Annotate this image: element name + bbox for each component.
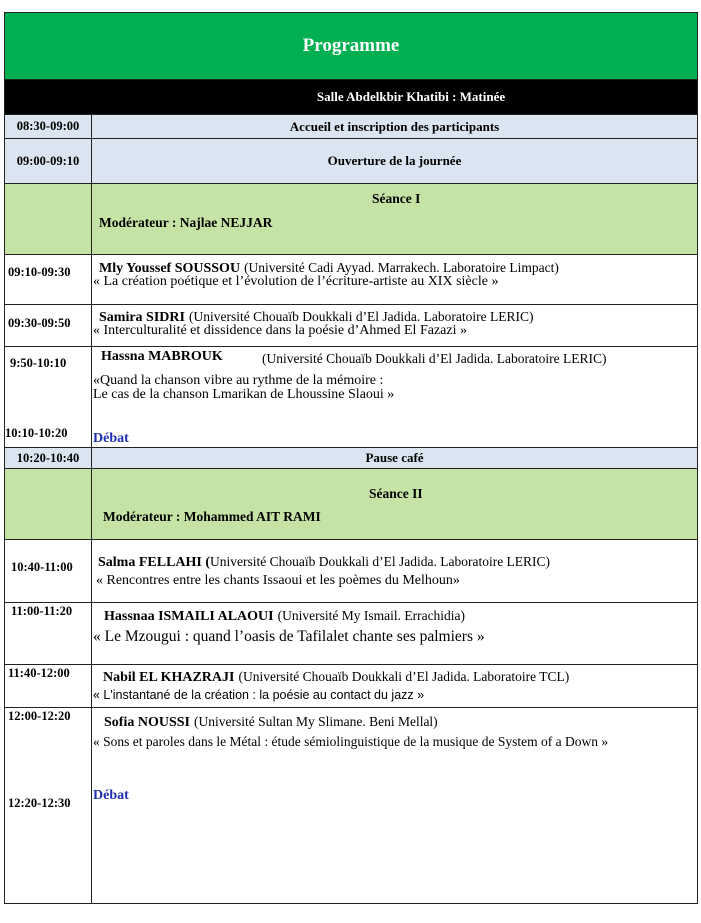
time-cell [5, 540, 91, 602]
talk-cell [91, 305, 697, 346]
talk-cell [91, 708, 697, 904]
row-ouverture [5, 138, 697, 183]
accueil-label: Accueil et inscription des participants [91, 115, 697, 138]
speaker-affiliation: (Université Chouaïb Doukkali d’El Jadida. Laboratoire LERIC) [188, 309, 534, 324]
speaker-affiliation: Université Chouaïb Doukkali d’El Jadida. Laboratoire LERIC) [210, 554, 551, 569]
talk-title: « Sons et paroles dans le Métal : étude sémiolinguistique de la musique de System of a Down » [93, 734, 609, 749]
speaker-affiliation: (Université Chouaïb Doukkali d’El Jadida. Laboratoire TCL) [238, 669, 570, 684]
time-cell [5, 255, 91, 304]
talk-title: « L'instantané de la création : la poésie au contact du jazz » [93, 688, 425, 702]
time-cell: 10:20-10:40 [16, 450, 80, 465]
time-cell-empty [5, 184, 91, 254]
speaker-name: Samira SIDRI [99, 310, 185, 325]
talk-cell [91, 255, 697, 304]
talk-time: 09:30-09:50 [8, 316, 71, 330]
talk-title: « Rencontres entre les chants Issaoui et les poèmes du Melhoun» [96, 573, 460, 588]
talk-time: 09:10-09:30 [8, 265, 71, 279]
debat-label: Débat [93, 431, 129, 446]
talk-row [5, 602, 697, 664]
salle-header: Salle Abdelkbir Khatibi : Matinée [5, 79, 697, 114]
time-cell [5, 603, 91, 664]
talk-time: 12:00-12:20 [8, 709, 71, 723]
speaker-name: Salma FELLAHI ( [98, 555, 211, 570]
speaker-affiliation: (Université My Ismail. Errachidia) [277, 608, 466, 623]
talk-header [103, 668, 569, 686]
talk-cell [91, 347, 697, 447]
speaker-affiliation: (Université Sultan My Slimane. Beni Mellal) [193, 714, 438, 729]
talk-title: « Le Mzougui : quand l’oasis de Tafilalet chante ses palmiers » [93, 628, 485, 645]
row-pause [5, 447, 697, 468]
talk-time: 9:50-10:10 [10, 356, 67, 370]
talk-title: « Interculturalité et dissidence dans la poésie d’Ahmed El Fazazi » [93, 323, 467, 338]
speaker-name: Nabil EL KHAZRAJI [103, 670, 235, 685]
speaker-affiliation: (Université Cadi Ayyad. Marrakech. Laboratoire Limpact) [244, 260, 559, 275]
time-cell-empty [5, 469, 91, 539]
seance-1-header-cell [91, 184, 697, 254]
programme-table [4, 12, 698, 904]
talk-row [5, 707, 697, 904]
ouverture-label: Ouverture de la journée [91, 139, 697, 183]
seance-2-header-cell [91, 469, 697, 539]
seance-2-header [5, 468, 697, 539]
seance-2-moderateur: Modérateur : Mohammed AIT RAMI [103, 509, 321, 524]
time-cell: 08:30-09:00 [16, 119, 80, 133]
talk-row [5, 539, 697, 602]
talk-row [5, 346, 697, 447]
speaker-name: Sofia NOUSSI [104, 715, 190, 730]
talk-title-line-1: «Quand la chanson vibre au rythme de la mémoire : [93, 373, 384, 388]
pause-label: Pause café [91, 448, 697, 468]
programme-title: Programme [5, 13, 697, 79]
talk-cell [91, 603, 697, 664]
speaker-name: Hassnaa ISMAILI ALAOUI [104, 609, 274, 624]
seance-2-title: Séance II [369, 486, 423, 501]
seance-1-header [5, 183, 697, 254]
speaker-name: Mly Youssef SOUSSOU [99, 261, 241, 276]
talk-cell [91, 540, 697, 602]
talk-row [5, 254, 697, 304]
talk-time: 10:40-11:00 [11, 560, 73, 574]
talk-header [104, 713, 438, 731]
time-cell [5, 347, 91, 447]
row-accueil [5, 114, 697, 138]
seance-1-title: Séance I [372, 191, 421, 206]
speaker-name: Hassna MABROUK [101, 349, 223, 364]
talk-header [104, 607, 465, 625]
time-cell [5, 305, 91, 346]
speaker-affiliation: (Université Chouaïb Doukkali d’El Jadida. Laboratoire LERIC) [262, 351, 607, 366]
talk-title: « La création poétique et l’évolution de l’écriture-artiste au XIX siècle » [93, 274, 499, 289]
talk-header [98, 553, 550, 571]
debat-label: Débat [93, 788, 129, 803]
talk-time: 11:00-11:20 [11, 604, 73, 618]
seance-1-moderateur: Modérateur : Najlae NEJJAR [99, 215, 273, 230]
talk-time: 11:40-12:00 [8, 666, 70, 680]
time-cell: 09:00-09:10 [16, 153, 80, 168]
talk-row [5, 304, 697, 346]
debat-time: 10:10-10:20 [5, 426, 68, 440]
talk-row [5, 664, 697, 707]
talk-cell [91, 665, 697, 707]
time-cell [5, 708, 91, 904]
debat-time: 12:20-12:30 [8, 796, 71, 810]
talk-title-line-2: Le cas de la chanson Lmarikan de Lhoussine Slaoui » [93, 387, 395, 402]
time-cell [5, 665, 91, 707]
